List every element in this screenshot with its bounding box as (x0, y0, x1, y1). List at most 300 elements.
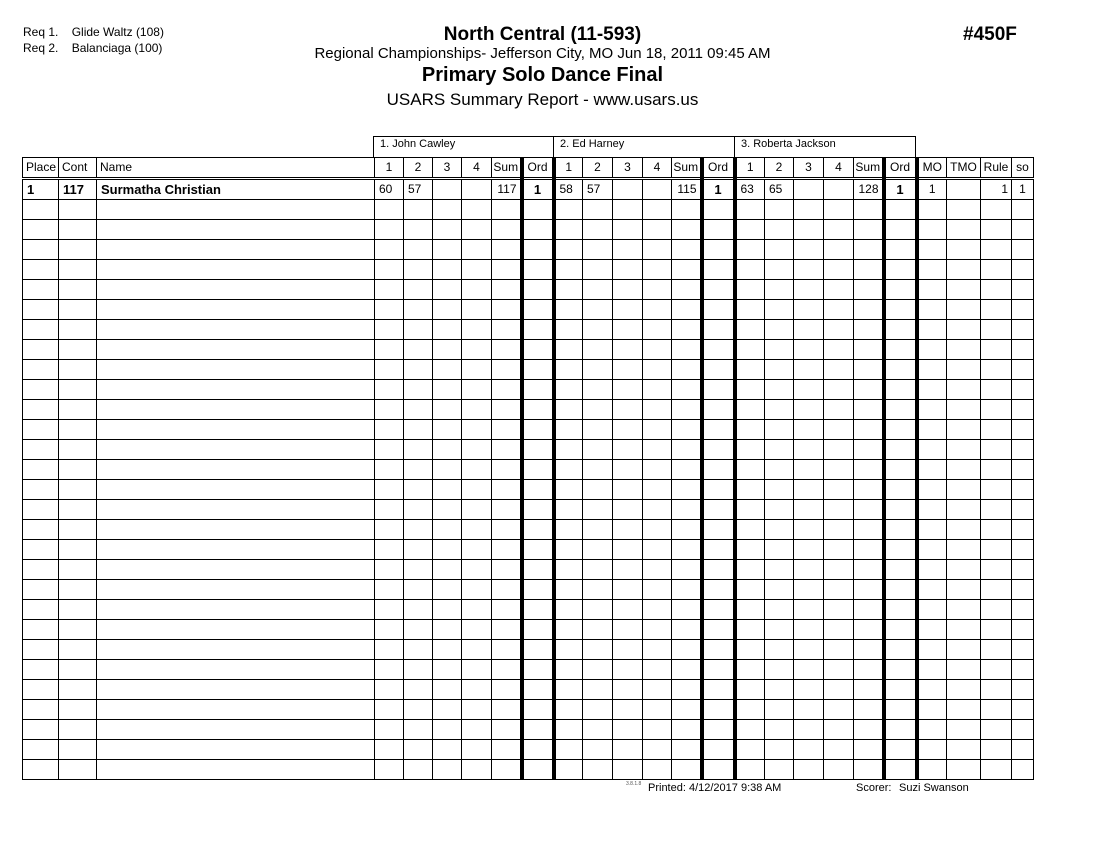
table-row (23, 740, 1034, 760)
empty-cell (794, 220, 824, 240)
empty-cell (824, 580, 854, 600)
empty-cell (735, 300, 765, 320)
cell-mo: 1 (917, 179, 947, 200)
empty-cell (702, 640, 735, 660)
empty-cell (917, 740, 947, 760)
empty-cell (672, 360, 702, 380)
col-header-j2-ord: Ord (702, 158, 735, 179)
empty-cell (643, 660, 672, 680)
empty-cell (884, 480, 917, 500)
empty-cell (583, 280, 613, 300)
empty-cell (672, 340, 702, 360)
req-label: Req (23, 25, 46, 39)
scorer-label: Scorer: (856, 782, 892, 794)
empty-cell (404, 220, 433, 240)
empty-cell (854, 440, 884, 460)
empty-cell (97, 640, 375, 660)
empty-cell (702, 380, 735, 400)
empty-cell (433, 320, 462, 340)
empty-cell (702, 500, 735, 520)
empty-cell (433, 700, 462, 720)
empty-cell (97, 220, 375, 240)
empty-cell (884, 400, 917, 420)
empty-cell (613, 620, 643, 640)
empty-cell (375, 260, 404, 280)
empty-cell (23, 200, 59, 220)
empty-cell (492, 260, 522, 280)
empty-cell (981, 520, 1012, 540)
empty-cell (981, 420, 1012, 440)
empty-cell (433, 360, 462, 380)
empty-cell (884, 440, 917, 460)
empty-cell (854, 640, 884, 660)
empty-cell (794, 500, 824, 520)
empty-cell (613, 200, 643, 220)
empty-cell (947, 440, 981, 460)
col-header-j2-s3: 3 (613, 158, 643, 179)
col-header-j2-sum: Sum (672, 158, 702, 179)
empty-cell (59, 300, 97, 320)
empty-cell (884, 380, 917, 400)
empty-cell (735, 540, 765, 560)
empty-cell (917, 240, 947, 260)
empty-cell (981, 680, 1012, 700)
empty-cell (97, 580, 375, 600)
empty-cell (404, 340, 433, 360)
empty-cell (23, 420, 59, 440)
empty-cell (917, 580, 947, 600)
empty-cell (375, 600, 404, 620)
empty-cell (97, 740, 375, 760)
empty-cell (375, 560, 404, 580)
table-row (23, 420, 1034, 440)
empty-cell (672, 600, 702, 620)
empty-cell (981, 300, 1012, 320)
empty-cell (375, 640, 404, 660)
table-row (23, 380, 1034, 400)
empty-cell (97, 400, 375, 420)
empty-cell (643, 400, 672, 420)
empty-cell (554, 260, 583, 280)
empty-cell (583, 200, 613, 220)
empty-cell (884, 240, 917, 260)
empty-cell (375, 280, 404, 300)
empty-cell (23, 680, 59, 700)
empty-cell (492, 220, 522, 240)
empty-cell (375, 680, 404, 700)
table-row (23, 440, 1034, 460)
empty-cell (794, 300, 824, 320)
empty-cell (97, 340, 375, 360)
empty-cell (1012, 620, 1034, 640)
empty-cell (554, 440, 583, 460)
empty-cell (765, 260, 794, 280)
empty-cell (433, 620, 462, 640)
empty-cell (947, 200, 981, 220)
empty-cell (1012, 660, 1034, 680)
empty-cell (1012, 580, 1034, 600)
empty-cell (702, 360, 735, 380)
empty-cell (375, 660, 404, 680)
empty-cell (462, 500, 492, 520)
empty-cell (917, 460, 947, 480)
empty-cell (643, 340, 672, 360)
table-row (23, 680, 1034, 700)
cell-j3-s2: 65 (765, 179, 794, 200)
empty-cell (433, 520, 462, 540)
empty-cell (613, 760, 643, 780)
empty-cell (765, 400, 794, 420)
col-header-so: so (1012, 158, 1034, 179)
cell-j3-ord: 1 (884, 179, 917, 200)
empty-cell (462, 300, 492, 320)
empty-cell (854, 560, 884, 580)
empty-cell (672, 760, 702, 780)
empty-cell (404, 380, 433, 400)
empty-cell (375, 400, 404, 420)
empty-cell (583, 660, 613, 680)
empty-cell (433, 420, 462, 440)
empty-cell (643, 260, 672, 280)
empty-cell (462, 200, 492, 220)
col-header-j3-s1: 1 (735, 158, 765, 179)
empty-cell (433, 480, 462, 500)
empty-cell (672, 680, 702, 700)
empty-cell (433, 660, 462, 680)
empty-cell (735, 520, 765, 540)
empty-cell (375, 380, 404, 400)
empty-cell (981, 460, 1012, 480)
empty-cell (672, 220, 702, 240)
empty-cell (613, 240, 643, 260)
empty-cell (735, 380, 765, 400)
empty-cell (947, 480, 981, 500)
empty-cell (433, 540, 462, 560)
col-header-j3-sum: Sum (854, 158, 884, 179)
competition-subtitle: Regional Championships- Jefferson City, MO Jun 18, 2011 09:45 AM (314, 45, 771, 62)
empty-cell (1012, 380, 1034, 400)
empty-cell (23, 240, 59, 260)
empty-cell (1012, 640, 1034, 660)
empty-cell (404, 460, 433, 480)
empty-cell (375, 420, 404, 440)
empty-cell (643, 360, 672, 380)
empty-cell (884, 260, 917, 280)
req-number: 1. (48, 25, 59, 39)
empty-cell (522, 700, 554, 720)
header-row (23, 158, 1034, 179)
empty-cell (735, 420, 765, 440)
empty-cell (554, 540, 583, 560)
empty-cell (462, 740, 492, 760)
empty-cell (583, 580, 613, 600)
empty-cell (981, 400, 1012, 420)
empty-cell (947, 560, 981, 580)
empty-cell (824, 320, 854, 340)
empty-cell (492, 540, 522, 560)
empty-cell (854, 740, 884, 760)
empty-cell (917, 660, 947, 680)
empty-cell (794, 580, 824, 600)
empty-cell (854, 700, 884, 720)
empty-cell (23, 460, 59, 480)
empty-cell (433, 460, 462, 480)
empty-cell (23, 340, 59, 360)
empty-cell (981, 380, 1012, 400)
empty-cell (1012, 260, 1034, 280)
col-header-j2-s1: 1 (554, 158, 583, 179)
empty-cell (613, 720, 643, 740)
empty-cell (884, 320, 917, 340)
empty-cell (981, 280, 1012, 300)
empty-cell (404, 480, 433, 500)
empty-cell (23, 380, 59, 400)
empty-cell (462, 320, 492, 340)
col-header-j2-s4: 4 (643, 158, 672, 179)
empty-cell (702, 460, 735, 480)
empty-cell (492, 520, 522, 540)
empty-cell (462, 440, 492, 460)
empty-cell (1012, 740, 1034, 760)
col-header-mo: MO (917, 158, 947, 179)
empty-cell (59, 400, 97, 420)
empty-cell (462, 640, 492, 660)
empty-cell (492, 420, 522, 440)
empty-cell (947, 260, 981, 280)
table-row (23, 700, 1034, 720)
empty-cell (433, 560, 462, 580)
empty-cell (23, 720, 59, 740)
empty-cell (884, 560, 917, 580)
empty-cell (1012, 540, 1034, 560)
empty-cell (854, 300, 884, 320)
cell-j2-ord: 1 (702, 179, 735, 200)
empty-cell (97, 240, 375, 260)
empty-cell (672, 300, 702, 320)
empty-cell (765, 680, 794, 700)
empty-cell (23, 580, 59, 600)
empty-cell (1012, 300, 1034, 320)
empty-cell (522, 760, 554, 780)
empty-cell (1012, 240, 1034, 260)
empty-cell (554, 500, 583, 520)
empty-cell (917, 200, 947, 220)
competition-title: North Central (11-593) (443, 24, 642, 45)
empty-cell (884, 680, 917, 700)
empty-cell (554, 320, 583, 340)
empty-cell (97, 660, 375, 680)
empty-cell (643, 280, 672, 300)
empty-cell (97, 440, 375, 460)
empty-cell (735, 500, 765, 520)
empty-cell (433, 580, 462, 600)
empty-cell (433, 600, 462, 620)
empty-cell (492, 360, 522, 380)
empty-cell (672, 380, 702, 400)
empty-cell (854, 660, 884, 680)
empty-cell (462, 380, 492, 400)
empty-cell (583, 240, 613, 260)
empty-cell (702, 680, 735, 700)
empty-cell (583, 540, 613, 560)
empty-cell (735, 580, 765, 600)
empty-cell (917, 540, 947, 560)
empty-cell (643, 620, 672, 640)
empty-cell (884, 660, 917, 680)
empty-cell (1012, 760, 1034, 780)
empty-cell (583, 700, 613, 720)
empty-cell (404, 660, 433, 680)
empty-cell (23, 520, 59, 540)
empty-cell (462, 400, 492, 420)
empty-cell (1012, 700, 1034, 720)
empty-cell (583, 720, 613, 740)
empty-cell (554, 700, 583, 720)
empty-cell (643, 300, 672, 320)
empty-cell (824, 600, 854, 620)
empty-cell (765, 340, 794, 360)
req-label: Req (23, 41, 46, 55)
empty-cell (824, 260, 854, 280)
empty-cell (23, 760, 59, 780)
empty-cell (375, 580, 404, 600)
empty-cell (554, 200, 583, 220)
empty-cell (794, 320, 824, 340)
empty-cell (462, 480, 492, 500)
empty-cell (404, 420, 433, 440)
empty-cell (404, 400, 433, 420)
empty-cell (947, 240, 981, 260)
empty-cell (1012, 340, 1034, 360)
empty-cell (981, 540, 1012, 560)
empty-cell (1012, 720, 1034, 740)
empty-cell (492, 380, 522, 400)
empty-cell (735, 280, 765, 300)
empty-cell (1012, 680, 1034, 700)
empty-cell (404, 360, 433, 380)
empty-cell (462, 540, 492, 560)
empty-cell (404, 280, 433, 300)
empty-cell (97, 680, 375, 700)
empty-cell (554, 460, 583, 480)
empty-cell (702, 560, 735, 580)
empty-cell (375, 220, 404, 240)
empty-cell (522, 480, 554, 500)
empty-cell (59, 740, 97, 760)
empty-cell (854, 320, 884, 340)
empty-cell (583, 520, 613, 540)
empty-cell (672, 580, 702, 600)
empty-cell (735, 720, 765, 740)
empty-cell (613, 420, 643, 440)
cell-rule: 1 (981, 179, 1012, 200)
empty-cell (404, 580, 433, 600)
empty-cell (947, 700, 981, 720)
empty-cell (765, 240, 794, 260)
empty-cell (613, 300, 643, 320)
empty-cell (554, 520, 583, 540)
scorer-name: Suzi Swanson (899, 782, 969, 794)
empty-cell (59, 560, 97, 580)
empty-cell (23, 260, 59, 280)
empty-cell (492, 640, 522, 660)
empty-cell (765, 320, 794, 340)
empty-cell (643, 640, 672, 660)
empty-cell (375, 360, 404, 380)
empty-cell (59, 200, 97, 220)
cell-j2-s4 (643, 179, 672, 200)
empty-cell (947, 500, 981, 520)
empty-cell (672, 740, 702, 760)
empty-cell (854, 380, 884, 400)
empty-cell (765, 480, 794, 500)
empty-cell (735, 260, 765, 280)
empty-cell (554, 220, 583, 240)
empty-cell (794, 340, 824, 360)
empty-cell (917, 320, 947, 340)
table-row (23, 220, 1034, 240)
empty-cell (613, 260, 643, 280)
empty-cell (583, 220, 613, 240)
empty-cell (522, 660, 554, 680)
empty-cell (854, 420, 884, 440)
empty-cell (947, 540, 981, 560)
empty-cell (492, 740, 522, 760)
empty-cell (643, 460, 672, 480)
empty-cell (947, 460, 981, 480)
empty-cell (554, 620, 583, 640)
empty-cell (375, 340, 404, 360)
empty-cell (23, 440, 59, 460)
empty-cell (404, 720, 433, 740)
empty-cell (433, 720, 462, 740)
empty-cell (643, 700, 672, 720)
empty-cell (824, 400, 854, 420)
empty-cell (613, 400, 643, 420)
empty-cell (765, 760, 794, 780)
empty-cell (824, 620, 854, 640)
empty-cell (97, 380, 375, 400)
empty-cell (824, 720, 854, 740)
empty-cell (672, 640, 702, 660)
empty-cell (643, 240, 672, 260)
empty-cell (522, 540, 554, 560)
empty-cell (702, 480, 735, 500)
empty-cell (702, 400, 735, 420)
empty-cell (462, 680, 492, 700)
empty-cell (59, 680, 97, 700)
empty-cell (522, 320, 554, 340)
cell-tmo (947, 179, 981, 200)
empty-cell (643, 480, 672, 500)
empty-cell (702, 340, 735, 360)
empty-cell (554, 640, 583, 660)
empty-cell (702, 420, 735, 440)
empty-cell (59, 280, 97, 300)
empty-cell (672, 660, 702, 680)
empty-cell (23, 700, 59, 720)
empty-cell (765, 500, 794, 520)
empty-cell (375, 540, 404, 560)
empty-cell (375, 320, 404, 340)
empty-cell (702, 660, 735, 680)
empty-cell (97, 760, 375, 780)
empty-cell (643, 200, 672, 220)
empty-cell (433, 680, 462, 700)
empty-cell (404, 700, 433, 720)
empty-cell (492, 660, 522, 680)
empty-cell (375, 440, 404, 460)
